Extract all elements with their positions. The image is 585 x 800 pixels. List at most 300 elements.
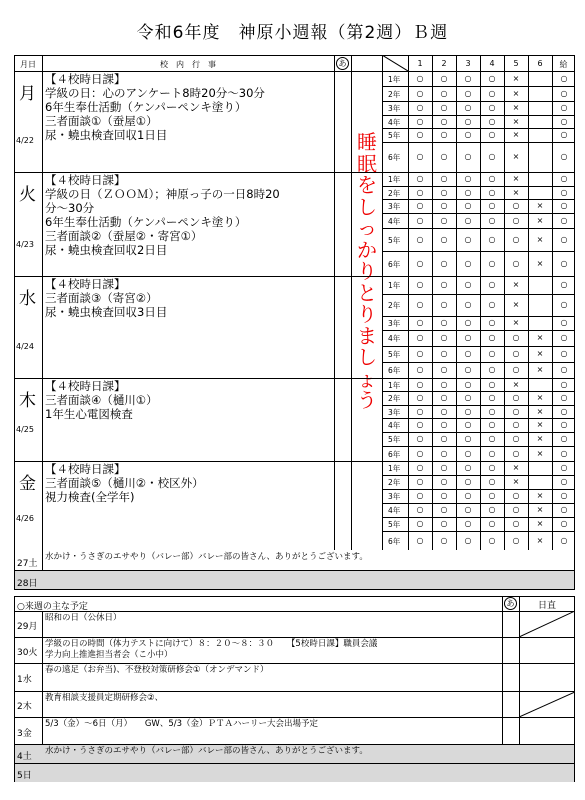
next-week-weekend-shade [15, 764, 574, 782]
period-mark: ○ [416, 434, 424, 443]
period-mark: ○ [416, 349, 424, 358]
period-mark: ○ [440, 477, 448, 486]
period-mark: × [512, 477, 520, 486]
period-mark: ○ [416, 152, 424, 161]
day-name: 月 [19, 84, 36, 104]
period-mark: ○ [416, 215, 424, 225]
period-mark: ○ [488, 187, 496, 197]
event-line: 三者面談②（蚕屋②・寄宮①） [45, 229, 203, 243]
period-mark: × [536, 215, 544, 225]
next-week-day-text: 教育相談支援員定期研修会②、 [45, 693, 164, 703]
period-mark: × [512, 73, 520, 83]
period-mark: ○ [464, 491, 472, 500]
period-mark: ○ [464, 300, 472, 309]
period-mark: ○ [440, 318, 448, 327]
period-mark: ○ [464, 379, 472, 389]
period-mark: ○ [416, 300, 424, 309]
sleep-message-char: う [357, 388, 377, 412]
period-mark: ○ [416, 258, 424, 268]
period-mark: × [512, 463, 520, 472]
grid-divider [382, 101, 575, 102]
period-mark: ○ [440, 491, 448, 500]
day-name: 木 [19, 391, 36, 411]
period-mark: ○ [560, 152, 568, 161]
period-mark: ○ [440, 201, 448, 210]
grade-label: 2年 [388, 478, 401, 487]
period-mark: ○ [560, 519, 568, 528]
period-mark: ○ [512, 333, 520, 342]
period-mark: ○ [440, 73, 448, 83]
period-mark: ○ [464, 393, 472, 402]
event-line: 学級の日（ＺＯＯＭ）；神原っ子の一日8時20 [45, 187, 280, 201]
grade-label: 2年 [388, 301, 401, 310]
grid-divider [382, 503, 575, 504]
next-week-row-divider [14, 717, 575, 718]
period-mark: ○ [488, 349, 496, 358]
period-mark: ○ [416, 187, 424, 197]
grade-label: 6年 [388, 536, 401, 546]
event-line: 1年生心電図検査 [45, 407, 133, 421]
grade-label: 1年 [388, 74, 401, 84]
period-mark: × [512, 152, 520, 161]
grade-label: 2年 [388, 89, 401, 99]
period-mark: ○ [440, 519, 448, 528]
period-mark: ○ [560, 393, 568, 402]
period-mark: ○ [440, 215, 448, 225]
period-mark: ○ [488, 73, 496, 83]
day-date: 4/24 [16, 342, 34, 351]
period-mark: ○ [440, 174, 448, 183]
grid-divider [382, 362, 575, 363]
next-week-row-divider [14, 663, 575, 664]
period-mark: ○ [416, 365, 424, 374]
next-week-heading: ○来週の主な予定 [17, 602, 88, 612]
duty-diagonals [519, 611, 575, 744]
event-line: 学級の日：心のアンケート8時20分～30分 [45, 86, 265, 100]
grade-label: 6年 [388, 449, 401, 459]
period-mark: ○ [488, 448, 496, 458]
period-mark: × [512, 187, 520, 197]
period-mark: ○ [464, 88, 472, 98]
period-mark: ○ [560, 116, 568, 126]
day-date: 4/26 [16, 514, 34, 523]
period-mark: ○ [488, 519, 496, 528]
next-week-day-label: 1水 [17, 675, 32, 685]
grid-divider [382, 489, 575, 490]
period-mark: ○ [464, 73, 472, 83]
period-mark: ○ [560, 88, 568, 98]
period-mark: × [512, 88, 520, 98]
period-mark: ○ [560, 379, 568, 389]
period-mark: ○ [512, 434, 520, 443]
period-mark: ○ [440, 152, 448, 161]
period-mark: ○ [416, 103, 424, 112]
grade-label: 3年 [388, 202, 401, 211]
period-mark: ○ [440, 349, 448, 358]
period-mark: ○ [512, 535, 520, 545]
grid-divider [382, 391, 575, 392]
period-mark: ○ [464, 103, 472, 112]
period-mark: × [536, 349, 544, 358]
period-mark: ○ [488, 300, 496, 309]
period-header-5: 5 [513, 59, 519, 68]
period-mark: ○ [488, 174, 496, 183]
period-mark: ○ [464, 187, 472, 197]
period-mark: ○ [488, 393, 496, 402]
grade-label: 3年 [388, 319, 401, 328]
event-line: 三者面談⑤（樋川②・校区外） [45, 476, 204, 490]
grid-divider [382, 346, 575, 347]
event-line: 【４校時日課】 [45, 462, 126, 476]
period-mark: × [536, 420, 544, 429]
grid-divider [382, 316, 575, 317]
period-mark: × [536, 393, 544, 402]
grid-divider [382, 517, 575, 518]
period-mark: × [512, 280, 520, 289]
grade-label: 4年 [388, 216, 401, 226]
period-mark: × [512, 300, 520, 309]
period-mark: × [512, 130, 520, 139]
period-mark: ○ [416, 73, 424, 83]
period-mark: ○ [488, 463, 496, 472]
weekend-shade [15, 571, 574, 589]
header-diagonal [382, 55, 408, 71]
period-mark: ○ [488, 333, 496, 342]
event-line: 【４校時日課】 [45, 277, 126, 291]
period-mark: ○ [488, 88, 496, 98]
period-mark: ○ [440, 505, 448, 514]
sleep-message-char: り [357, 302, 377, 326]
period-mark: × [536, 491, 544, 500]
event-line: 6年生奉仕活動（ケンパーペンキ塗り） [45, 100, 247, 114]
period-mark: ○ [416, 505, 424, 514]
event-line: 尿・蟯虫検査回収3日目 [45, 305, 168, 319]
grade-label: 5年 [388, 131, 401, 140]
period-mark: ○ [560, 130, 568, 139]
period-header-2: 2 [441, 59, 447, 68]
event-line: 三者面談③（寄宮②） [45, 291, 158, 305]
grid-divider [382, 446, 575, 447]
grade-label: 1年 [388, 380, 401, 390]
period-mark: ○ [416, 406, 424, 416]
event-line: 三者面談④（樋川①） [45, 393, 158, 407]
sleep-message-char: ま [357, 323, 377, 348]
period-mark: ○ [440, 393, 448, 402]
period-mark: × [536, 535, 544, 545]
grid-divider [382, 199, 575, 200]
period-mark: ○ [560, 333, 568, 342]
period-mark: ○ [440, 187, 448, 197]
period-mark: ○ [464, 434, 472, 443]
period-mark: ○ [560, 477, 568, 486]
period-mark: ○ [488, 477, 496, 486]
grid-divider [382, 531, 575, 532]
period-mark: ○ [488, 103, 496, 112]
period-mark: ○ [560, 215, 568, 225]
period-mark: ○ [488, 535, 496, 545]
period-mark: ○ [512, 505, 520, 514]
period-mark: ○ [464, 463, 472, 472]
period-mark: ○ [560, 318, 568, 327]
period-mark: ○ [416, 280, 424, 289]
period-mark: ○ [464, 280, 472, 289]
period-mark: ○ [488, 280, 496, 289]
sleep-message-char: と [357, 280, 377, 305]
day-name: 火 [19, 185, 36, 205]
sleep-message-char: 睡 [357, 130, 377, 154]
event-line: 【４校時日課】 [45, 379, 126, 393]
period-mark: ○ [512, 420, 520, 429]
period-mark: ○ [512, 234, 520, 244]
period-mark: × [536, 258, 544, 268]
grid-divider [382, 86, 575, 87]
grade-label: 1年 [388, 281, 401, 290]
period-mark: ○ [416, 318, 424, 327]
period-mark: ○ [560, 103, 568, 112]
period-mark: ○ [464, 535, 472, 545]
next-week-day-label: 30火 [17, 648, 38, 658]
grade-label: 4年 [388, 421, 401, 430]
period-mark: ○ [464, 318, 472, 327]
period-mark: ○ [416, 379, 424, 389]
period-mark: ○ [440, 280, 448, 289]
date-column-header: 月日 [20, 60, 36, 69]
period-mark: ○ [512, 491, 520, 500]
day-date: 4/23 [16, 240, 34, 249]
period-mark: ○ [560, 463, 568, 472]
period-mark: ○ [560, 280, 568, 289]
period-mark: ○ [440, 333, 448, 342]
next-week-day-label: 29月 [17, 622, 38, 632]
grid-divider [382, 251, 575, 252]
period-mark: × [512, 174, 520, 183]
period-mark: ○ [512, 406, 520, 416]
day-name: 水 [19, 289, 36, 309]
grid-divider [382, 432, 575, 433]
period-mark: ○ [512, 519, 520, 528]
sleep-message-char: か [357, 237, 377, 262]
event-line: 6年生奉仕活動（ケンパーペンキ塗り） [45, 215, 247, 229]
period-mark: ○ [464, 174, 472, 183]
period-mark: ○ [464, 234, 472, 244]
sleep-message-char: っ [357, 216, 377, 240]
period-mark: ○ [560, 73, 568, 83]
period-mark: ○ [488, 201, 496, 210]
period-header-4: 4 [489, 59, 495, 68]
period-mark: ○ [464, 130, 472, 139]
period-mark: ○ [560, 201, 568, 210]
period-mark: ○ [512, 215, 520, 225]
grade-label: 5年 [388, 235, 401, 245]
period-mark: ○ [416, 463, 424, 472]
mark-column-header: あ [334, 57, 351, 70]
period-mark: ○ [440, 103, 448, 112]
weekend-text-27: 水かけ・うさぎのエサやり（バレー部）バレー部の皆さん、ありがとうございます。 [45, 552, 368, 562]
period-mark: ○ [416, 448, 424, 458]
grid-divider [382, 475, 575, 476]
sleep-message-char: り [357, 259, 377, 283]
grid-divider [382, 213, 575, 214]
period-mark: ○ [560, 187, 568, 197]
next-week-row-divider [14, 637, 575, 638]
grade-label: 6年 [388, 259, 401, 269]
sleep-message-char: し [357, 345, 377, 369]
event-line: 視力検査(全学年) [45, 490, 135, 504]
period-mark: ○ [464, 215, 472, 225]
grade-label: 2年 [388, 188, 401, 198]
period-mark: ○ [488, 258, 496, 268]
period-mark: × [512, 116, 520, 126]
period-mark: ○ [560, 174, 568, 183]
period-mark: ○ [560, 349, 568, 358]
period-mark: ○ [416, 491, 424, 500]
next-week-day-text: 水かけ・うさぎのエサやり（バレー部）バレー部の皆さん、ありがとうございます。 [45, 746, 368, 756]
period-mark: ○ [440, 434, 448, 443]
grid-divider [382, 330, 575, 331]
period-mark: ○ [416, 420, 424, 429]
duty-header: 日直 [537, 601, 556, 611]
period-mark: ○ [488, 406, 496, 416]
next-week-day-label: 4土 [17, 751, 32, 762]
grade-label: 6年 [388, 366, 401, 375]
event-line: 【４校時日課】 [45, 72, 126, 86]
grid-divider [382, 418, 575, 419]
period-mark: ○ [464, 448, 472, 458]
period-mark: ○ [464, 152, 472, 161]
grade-label: 1年 [388, 175, 401, 184]
period-mark: ○ [560, 491, 568, 500]
period-mark: × [512, 379, 520, 389]
grade-label: 6年 [388, 153, 401, 162]
page-title: 令和6年度 神原小週報（第2週）Ｂ週 [136, 23, 449, 43]
next-week-mark-header: あ [502, 597, 519, 610]
period-mark: ○ [488, 365, 496, 374]
period-mark: ○ [416, 130, 424, 139]
period-mark: ○ [440, 88, 448, 98]
period-mark: × [512, 318, 520, 327]
period-mark: ○ [440, 535, 448, 545]
grid-divider [382, 294, 575, 295]
grid-divider [382, 228, 575, 229]
next-week-day-label: 5日 [17, 770, 32, 781]
period-mark: ○ [560, 234, 568, 244]
grade-label: 3年 [388, 492, 401, 501]
next-week-day-label: 3金 [17, 728, 32, 739]
period-mark: ○ [416, 116, 424, 126]
period-mark: ○ [416, 535, 424, 545]
period-mark: ○ [560, 535, 568, 545]
period-mark: ○ [512, 448, 520, 458]
grade-label: 5年 [388, 435, 401, 444]
grade-label: 5年 [388, 520, 401, 529]
next-week-row-divider [14, 744, 575, 745]
period-mark: ○ [560, 448, 568, 458]
grade-label: 4年 [388, 506, 401, 515]
period-mark: × [536, 519, 544, 528]
period-mark: ○ [488, 234, 496, 244]
period-mark: ○ [416, 234, 424, 244]
period-mark: ○ [440, 116, 448, 126]
period-mark: × [536, 234, 544, 244]
period-mark: ○ [488, 491, 496, 500]
period-header-6: 6 [537, 59, 543, 68]
next-week-day-label: 2木 [17, 702, 32, 712]
period-mark: ○ [464, 406, 472, 416]
grade-label: 1年 [388, 464, 401, 473]
grade-label: 2年 [388, 394, 401, 403]
period-mark: ○ [560, 406, 568, 416]
period-mark: ○ [464, 519, 472, 528]
period-mark: ○ [416, 519, 424, 528]
period-header-lunch: 給 [559, 60, 568, 69]
period-mark: ○ [440, 463, 448, 472]
event-line: 尿・蟯虫検査回収2日目 [45, 243, 168, 257]
period-mark: ○ [512, 258, 520, 268]
day-date: 4/25 [16, 425, 34, 434]
period-header-1: 1 [417, 59, 423, 68]
grade-label: 4年 [388, 334, 401, 343]
period-mark: × [536, 505, 544, 514]
period-mark: ○ [464, 201, 472, 210]
period-mark: ○ [488, 116, 496, 126]
period-mark: × [536, 434, 544, 443]
period-mark: × [536, 448, 544, 458]
period-mark: ○ [488, 215, 496, 225]
period-mark: ○ [464, 420, 472, 429]
period-mark: ○ [416, 333, 424, 342]
period-mark: ○ [464, 116, 472, 126]
period-mark: ○ [440, 258, 448, 268]
period-mark: × [512, 103, 520, 112]
grid-divider [382, 128, 575, 129]
period-mark: ○ [560, 300, 568, 309]
period-mark: ○ [512, 201, 520, 210]
period-mark: ○ [440, 379, 448, 389]
period-mark: ○ [560, 365, 568, 374]
period-mark: ○ [512, 393, 520, 402]
period-mark: ○ [488, 130, 496, 139]
period-mark: × [536, 201, 544, 210]
period-mark: ○ [464, 505, 472, 514]
period-mark: ○ [488, 379, 496, 389]
event-line: 分～30分 [45, 201, 95, 215]
weekend-label-27: 27土 [17, 559, 38, 569]
period-mark: ○ [560, 420, 568, 429]
period-mark: ○ [440, 234, 448, 244]
period-mark: ○ [512, 349, 520, 358]
period-mark: ○ [488, 505, 496, 514]
events-column-header: 校 内 行 事 [160, 60, 216, 69]
period-mark: ○ [416, 201, 424, 210]
period-mark: ○ [464, 349, 472, 358]
period-mark: ○ [488, 434, 496, 443]
period-mark: ○ [416, 393, 424, 402]
day-date: 4/22 [16, 136, 34, 145]
period-mark: ○ [464, 365, 472, 374]
period-mark: ○ [560, 258, 568, 268]
day-name: 金 [19, 474, 36, 494]
period-mark: ○ [440, 130, 448, 139]
next-week-day-text: 5/3（金）～6日（月） GW、5/3（金）ＰＴＡハーリー大会出場予定 [45, 719, 319, 729]
event-line: 尿・蟯虫検査回収1日目 [45, 128, 168, 142]
period-mark: ○ [464, 333, 472, 342]
sleep-message-char: し [357, 194, 377, 219]
period-header-3: 3 [465, 59, 471, 68]
event-line: 【４校時日課】 [45, 173, 126, 187]
period-mark: × [536, 333, 544, 342]
period-mark: ○ [560, 434, 568, 443]
next-week-row-divider [14, 691, 575, 692]
